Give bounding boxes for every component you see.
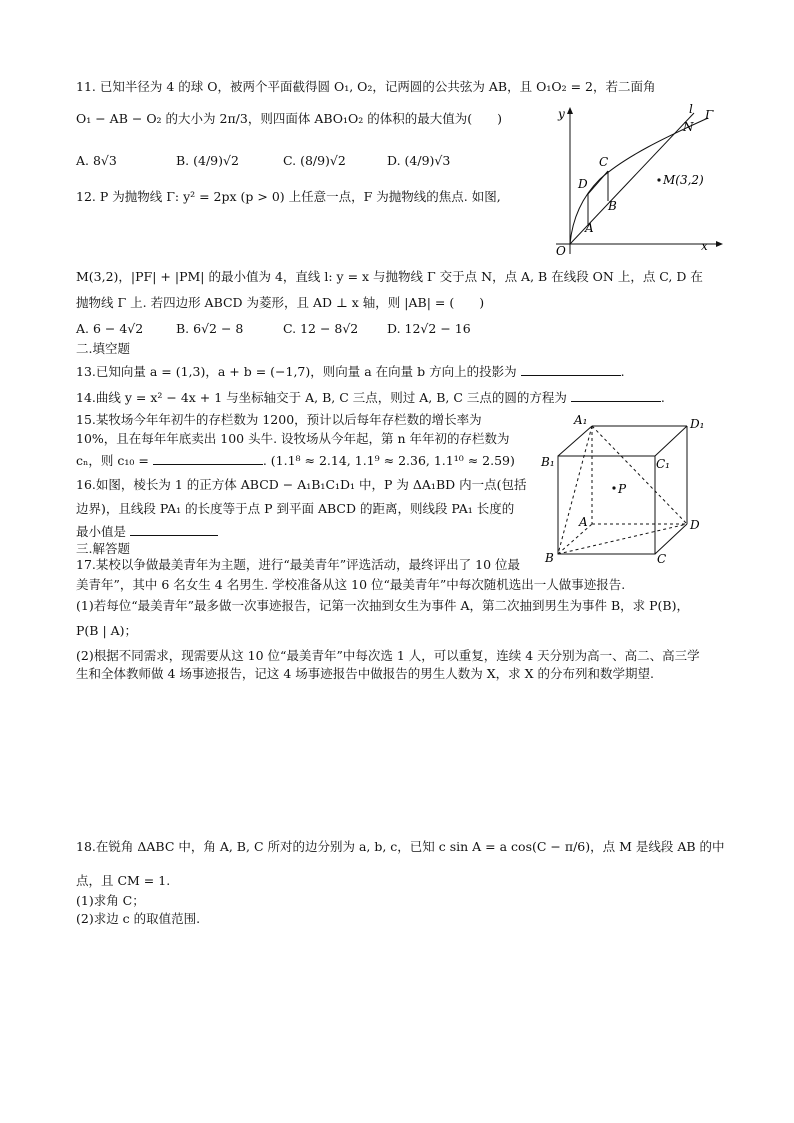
q13-answer-blank[interactable] [521, 362, 621, 376]
fig12-label-b: B [608, 199, 617, 213]
fig16-label-a: A [579, 515, 588, 529]
q12-option-a: A. 6 − 4√2 [76, 321, 144, 336]
q11-option-c: C. (8/9)√2 [283, 153, 346, 168]
fig12-label-m: M(3,2) [663, 173, 704, 187]
q17-line5: (2)根据不同需求，现需要从这 10 位“最美青年”中每次选 1 人，可以重复，连续 4 天分别为高一、高二、高三学 [76, 648, 700, 663]
q16-line2: 边界)，且线段 PA₁ 的长度等于点 P 到平面 ABCD 的距离，则线段 PA₁ 长度的 [76, 501, 515, 516]
fig16-label-d: D [690, 518, 700, 532]
q17-line6: 生和全体教师做 4 场事迹报告，记这 4 场事迹报告中做报告的男生人数为 X，求 X 的分布列和数学期望. [76, 666, 654, 681]
q15-line3-end: . (1.1⁸ ≈ 2.14, 1.1⁹ ≈ 2.36, 1.1¹⁰ ≈ 2.59) [262, 453, 515, 468]
q14-end: . [660, 390, 665, 405]
fig12-label-x: x [701, 239, 708, 253]
q18-line3: (1)求角 C； [76, 893, 145, 908]
fig12-label-l: l [689, 104, 693, 116]
q18-line4: (2)求边 c 的取值范围. [76, 911, 201, 926]
q11-option-a: A. 8√3 [76, 153, 117, 168]
q14-question: 14.曲线 y = x² − 4x + 1 与坐标轴交于 A, B, C 三点，则过 A, B, C 三点的圆的方程为 [76, 390, 567, 405]
fig12-label-n: N [683, 120, 694, 134]
q15-line2: 10%，且在每年年底卖出 100 头牛. 设牧场从今年起，第 n 年年初的存栏数为 [76, 431, 510, 446]
q12-line3: 抛物线 Γ 上. 若四边形 ABCD 为菱形，且 AD ⊥ x 轴，则 |AB| = ( ) [76, 295, 485, 310]
fig12-label-y: y [558, 107, 565, 121]
q17-line3: (1)若每位“最美青年”最多做一次事迹报告，记第一次抽到女生为事件 A，第二次抽到男生为事件 B，求 P(B)， [76, 598, 689, 613]
q11-line1: 11. 已知半径为 4 的球 O，被两个平面截得圆 O₁, O₂，记两圆的公共弦为 AB，且 O₁O₂ = 2，若二面角 [76, 79, 656, 94]
fig16-label-p: P [618, 482, 627, 496]
q12-option-b: B. 6√2 − 8 [176, 321, 244, 336]
fig12-label-c: C [599, 155, 609, 169]
fig16-label-c: C [657, 552, 667, 566]
q14-answer-blank[interactable] [571, 388, 661, 402]
fig12-label-a: A [585, 221, 594, 235]
section-fill-in-heading: 二.填空题 [76, 341, 130, 356]
q17-line2: 美青年”，其中 6 名女生 4 名男生. 学校准备从这 10 位“最美青年”中每次随机选出一人做事迹报告. [76, 577, 626, 592]
q15-answer-blank[interactable] [153, 451, 263, 465]
q18-line1: 18.在锐角 ΔABC 中，角 A, B, C 所对的边分别为 a, b, c，已知 c sin A = a cos(C − π/6)，点 M 是线段 AB 的中 [76, 839, 725, 854]
fig16-label-b: B [545, 551, 554, 565]
q13-end: . [620, 364, 625, 379]
q16-line3 [76, 522, 218, 541]
parabola-figure [548, 104, 724, 260]
section-solutions-heading: 三.解答题 [76, 541, 130, 556]
fig16-label-a1: A₁ [574, 414, 588, 427]
q16-answer-blank[interactable] [130, 522, 218, 536]
fig12-label-o: O [556, 244, 566, 258]
fig16-label-d1: D₁ [690, 417, 705, 431]
q17-line4: P(B | A)； [76, 623, 138, 638]
q11-option-b: B. (4/9)√2 [176, 153, 239, 168]
q11-option-d: D. (4/9)√3 [387, 153, 451, 168]
q15-line1: 15.某牧场今年年初牛的存栏数为 1200，预计以后每年存栏数的增长率为 [76, 412, 482, 427]
q12-line1: 12. P 为抛物线 Γ: y² = 2px (p > 0) 上任意一点，F 为抛物线的焦点. 如图, [76, 189, 501, 204]
fig12-label-gamma: Γ [705, 108, 714, 122]
q15-line3-start: cₙ，则 c₁₀ = [76, 453, 149, 468]
cube-figure [540, 414, 710, 570]
q18-line2: 点，且 CM = 1. [76, 873, 171, 888]
q16-line3-text: 最小值是 [76, 524, 127, 539]
q13-question: 13.已知向量 a = (1,3)，a + b = (−1,7)，则向量 a 在向量 b 方向上的投影为 [76, 364, 517, 379]
q13-text [76, 362, 625, 381]
q12-line2: M(3,2)，|PF| + |PM| 的最小值为 4，直线 l: y = x 与抛物线 Γ 交于点 N，点 A, B 在线段 ON 上，点 C, D 在 [76, 269, 703, 284]
q15-line3 [76, 451, 515, 470]
fig16-label-c1: C₁ [656, 457, 670, 471]
q11-line2: O₁ − AB − O₂ 的大小为 2π/3，则四面体 ABO₁O₂ 的体积的最大值为( ) [76, 111, 503, 126]
q14-text [76, 388, 665, 407]
fig12-label-d: D [578, 177, 588, 191]
fig16-label-b1: B₁ [541, 455, 555, 469]
q12-option-d: D. 12√2 − 16 [387, 321, 471, 336]
q12-option-c: C. 12 − 8√2 [283, 321, 359, 336]
q17-line1: 17.某校以争做最美青年为主题，进行“最美青年”评选活动，最终评出了 10 位最 [76, 557, 521, 572]
q16-line1: 16.如图，棱长为 1 的正方体 ABCD − A₁B₁C₁D₁ 中，P 为 ΔA₁BD 内一点(包括 [76, 477, 527, 492]
